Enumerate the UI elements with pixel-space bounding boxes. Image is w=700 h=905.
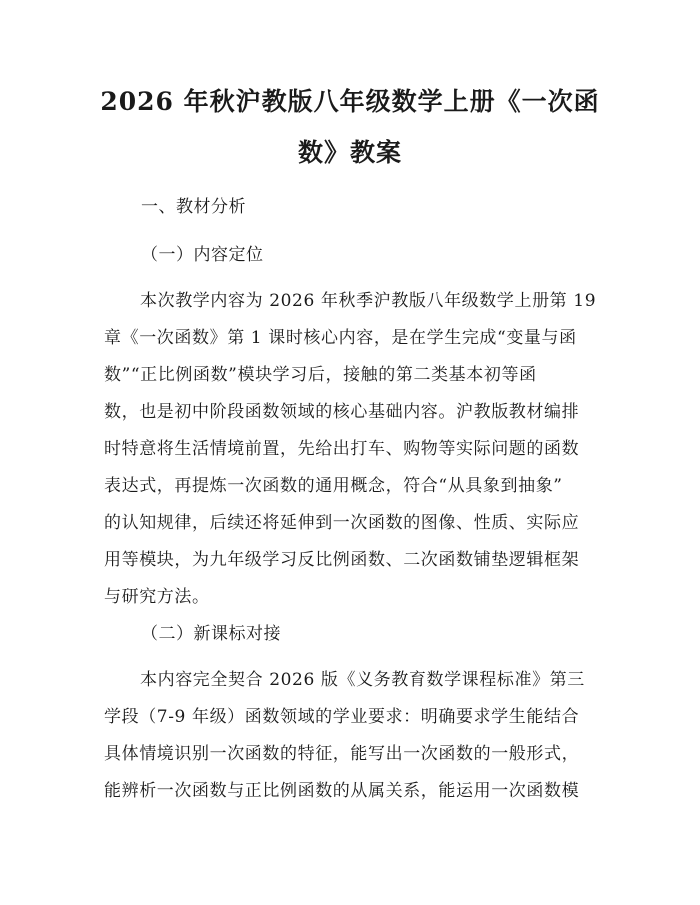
paragraph-line: 的认知规律，后续还将延伸到一次函数的图像、性质、实际应: [104, 513, 580, 533]
subsection-heading-content-positioning: （一）内容定位: [141, 245, 264, 265]
paragraph-line: 学段（7-9 年级）函数领域的学业要求：明确要求学生能结合: [104, 707, 580, 727]
paragraph-line: 章《一次函数》第 1 课时核心内容，是在学生完成“变量与函: [104, 328, 577, 348]
section-heading-teaching-material-analysis: 一、教材分析: [141, 197, 246, 217]
paragraph-line: 与研究方法。: [104, 587, 210, 607]
paragraph-line: 表达式，再提炼一次函数的通用概念，符合“从具象到抽象”: [104, 476, 563, 496]
paragraph-content-positioning: [104, 283, 604, 616]
paragraph-line: 数，也是初中阶段函数领域的核心基础内容。沪教版教材编排: [104, 402, 580, 422]
paragraph-line: 用等模块，为九年级学习反比例函数、二次函数铺垫逻辑框架: [104, 550, 580, 570]
paragraph-line: 具体情境识别一次函数的特征，能写出一次函数的一般形式，: [104, 744, 580, 764]
paragraph-line: 本次教学内容为 2026 年秋季沪教版八年级数学上册第 19: [140, 291, 597, 311]
document-title-line-2: 数》教案: [297, 138, 402, 167]
paragraph-line: 数”“正比例函数”模块学习后，接触的第二类基本初等函: [104, 365, 537, 385]
paragraph-line: 本内容完全契合 2026 版《义务教育数学课程标准》第三: [140, 670, 585, 690]
paragraph-line: 能辨析一次函数与正比例函数的从属关系，能运用一次函数模: [104, 781, 580, 801]
subsection-heading-curriculum-standard: （二）新课标对接: [141, 624, 281, 644]
paragraph-curriculum-standard: [104, 662, 604, 810]
paragraph-line: 时特意将生活情境前置，先给出打车、购物等实际问题的函数: [104, 439, 580, 459]
document-title-line-1: 2026 年秋沪教版八年级数学上册《一次函: [100, 87, 600, 116]
